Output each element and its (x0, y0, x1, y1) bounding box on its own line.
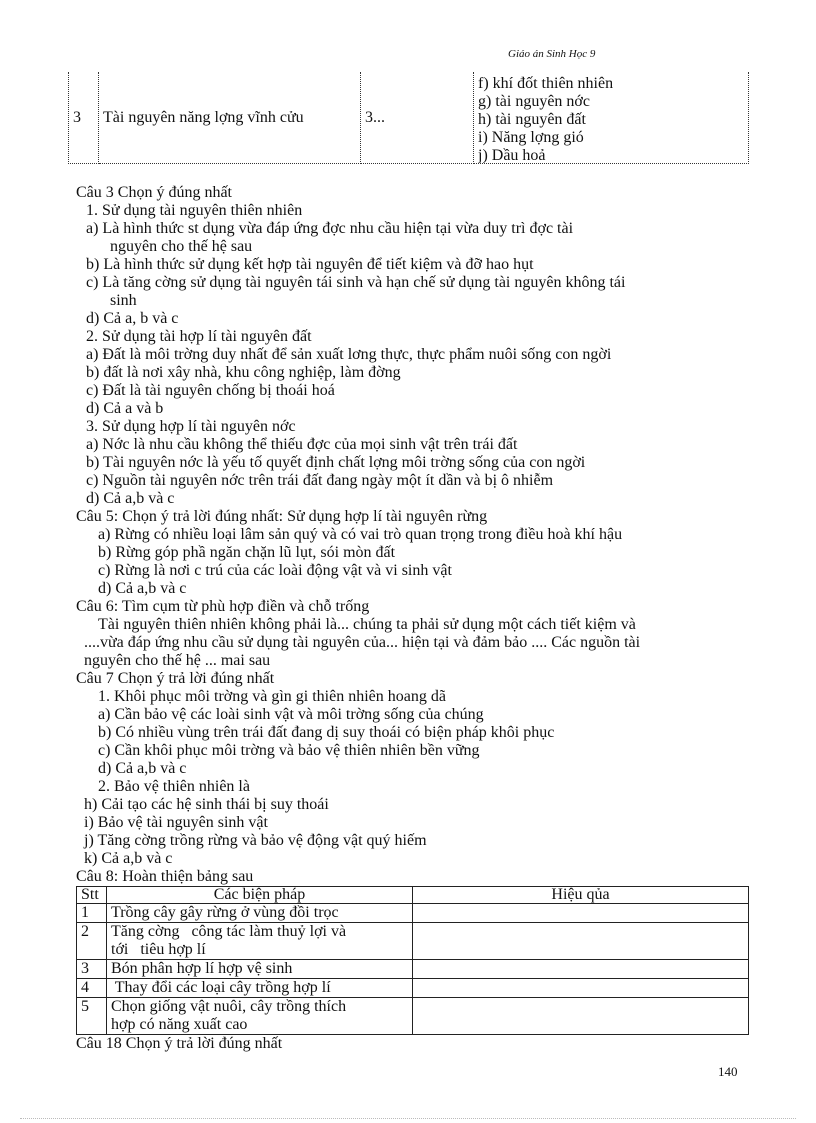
row-stt: 1 (77, 904, 107, 923)
text-line: d) Cả a và b (86, 400, 164, 417)
measure-cell (107, 979, 413, 998)
measure-cell (107, 998, 413, 1035)
options-list (478, 72, 744, 163)
text-line: a) Nớc là nhu cầu không thể thiếu đợc của mọi sinh vật trên trái đất (86, 436, 518, 453)
text-line: nguyên cho thế hệ sau (110, 238, 253, 255)
page-header: Giáo án Sinh Học 9 (508, 48, 596, 60)
page-number: 140 (718, 1064, 738, 1079)
text-line: c) Cần khôi phục môi trờng và bảo vệ thiên nhiên bền vững (98, 742, 480, 759)
measure-text: tới tiêu hợp lí (111, 941, 206, 958)
text-line: Câu 5: Chọn ý trả lời đúng nhất: Sử dụng hợp lí tài nguyên rừng (76, 508, 488, 525)
text-line: 1. Khôi phục môi trờng và gìn gi thiên nhiên hoang dã (98, 688, 446, 705)
text-line: b) đất là nơi xây nhà, khu công nghiệp, làm đờng (86, 364, 401, 381)
effect-cell (413, 979, 749, 998)
effect-cell (413, 998, 749, 1035)
measure-text: Trồng cây gây rừng ở vùng đồi trọc (111, 904, 339, 921)
effect-cell (413, 960, 749, 979)
text-line: c) Rừng là nơi c trú của các loài động vật và vi sinh vật (98, 562, 452, 579)
text-line: j) Tăng cờng trồng rừng và bảo vệ động vật quý hiếm (84, 832, 427, 849)
text-line: b) Có nhiều vùng trên trái đất đang dị suy thoái có biện pháp khôi phục (98, 724, 555, 741)
measure-text: Tăng cờng công tác làm thuỷ lợi và (111, 923, 347, 940)
options-cell (474, 72, 749, 164)
measure-cell (107, 923, 413, 960)
text-line: d) Cả a,b và c (86, 490, 175, 507)
question-18: Câu 18 Chọn ý trả lời đúng nhất (76, 1035, 283, 1052)
measure-cell (107, 904, 413, 923)
table-header-row (77, 887, 749, 904)
text-line: 2. Sử dụng tài hợp lí tài nguyên đất (86, 328, 312, 345)
option-item: g) tài nguyên nớc (478, 93, 590, 110)
text-line: d) Cả a,b và c (98, 580, 187, 597)
header-effect: Hiệu qủa (413, 887, 749, 904)
text-line: Câu 3 Chọn ý đúng nhất (76, 184, 232, 201)
table-row (77, 923, 749, 960)
text-line: a) Rừng có nhiều loại lâm sản quý và có vai trò quan trọng trong điều hoà khí hậu (98, 526, 623, 543)
text-line: a) Đất là môi trờng duy nhất để sản xuất lơng thực, thực phẩm nuôi sống con ngời (86, 346, 612, 363)
row-stt: 3 (77, 960, 107, 979)
option-item: f) khí đốt thiên nhiên (478, 75, 614, 92)
text-line: b) Rừng góp phầ ngăn chặn lũ lụt, sói mòn đất (98, 544, 396, 561)
table-row (77, 904, 749, 923)
text-line: nguyên cho thế hệ ... mai sau (84, 652, 271, 669)
row-stt: 2 (77, 923, 107, 960)
option-item: i) Năng lợng gió (478, 129, 584, 146)
text-line: 3. Sử dụng hợp lí tài nguyên nớc (86, 418, 296, 435)
question-lines (76, 184, 756, 886)
text-line: h) Cải tạo các hệ sinh thái bị suy thoái (84, 796, 329, 813)
table-row (77, 998, 749, 1035)
text-line: d) Cả a,b và c (98, 760, 187, 777)
effect-cell (413, 923, 749, 960)
text-line: b) Tài nguyên nớc là yếu tố quyết định chất lợng môi trờng sống của con ngời (86, 454, 586, 471)
document-body (76, 184, 756, 1053)
answer-cell: 3... (361, 72, 474, 164)
measure-text: Chọn giống vật nuôi, cây trồng thích (111, 998, 347, 1015)
option-item: j) Dầu hoả (478, 147, 546, 163)
text-line: c) Nguồn tài nguyên nớc trên trái đất đang ngày một ít dần và bị ô nhiễm (86, 472, 554, 489)
text-line: k) Cả a,b và c (84, 850, 173, 867)
text-line: b) Là hình thức sử dụng kết hợp tài nguyên để tiết kiệm và đỡ hao hụt (86, 256, 534, 273)
text-line: c) Là tăng cờng sử dụng tài nguyên tái sinh và hạn chế sử dụng tài nguyên không tái (86, 274, 626, 291)
text-line: d) Cả a, b và c (86, 310, 179, 327)
text-line: 2. Bảo vệ thiên nhiên là (98, 778, 250, 795)
table-row (69, 72, 749, 164)
text-line: a) Cần bảo vệ các loài sinh vật và môi trờng sống của chúng (98, 706, 484, 723)
text-line: sinh (110, 292, 137, 309)
text-line: i) Bảo vệ tài nguyên sinh vật (84, 814, 268, 831)
table-row (77, 979, 749, 998)
text-line: ....vừa đáp ứng nhu cầu sử dụng tài nguyên của... hiện tại và đảm bảo .... Các nguồn tài (84, 634, 641, 651)
row-stt: 5 (77, 998, 107, 1035)
footer-divider (20, 1118, 796, 1119)
measures-table (76, 886, 749, 1035)
text-line: Câu 6: Tìm cụm từ phù hợp điền và chỗ trống (76, 598, 370, 615)
text-line: Câu 7 Chọn ý trả lời đúng nhất (76, 670, 275, 687)
resource-name: Tài nguyên năng lợng vĩnh cửu (99, 72, 361, 164)
row-stt: 4 (77, 979, 107, 998)
resource-table (68, 72, 749, 164)
header-measures: Các biện pháp (107, 887, 413, 904)
table-row (77, 960, 749, 979)
text-line: a) Là hình thức st dụng vừa đáp ứng đợc nhu cầu hiện tại vừa duy trì đợc tài (86, 220, 574, 237)
effect-cell (413, 904, 749, 923)
measure-cell (107, 960, 413, 979)
row-stt: 3 (69, 72, 99, 164)
option-item: h) tài nguyên đất (478, 111, 586, 128)
text-line: 1. Sử dụng tài nguyên thiên nhiên (86, 202, 303, 219)
header-stt: Stt (77, 887, 107, 904)
text-line: c) Đất là tài nguyên chống bị thoái hoá (86, 382, 335, 399)
measure-text: Bón phân hợp lí hợp vệ sinh (111, 960, 293, 977)
measure-text: Thay đổi các loại cây trồng hợp lí (111, 979, 331, 996)
measure-text: hợp có năng xuất cao (111, 1016, 248, 1033)
text-line: Câu 8: Hoàn thiện bảng sau (76, 868, 254, 885)
text-line: Tài nguyên thiên nhiên không phải là... chúng ta phải sử dụng một cách tiết kiệm và (98, 616, 636, 633)
